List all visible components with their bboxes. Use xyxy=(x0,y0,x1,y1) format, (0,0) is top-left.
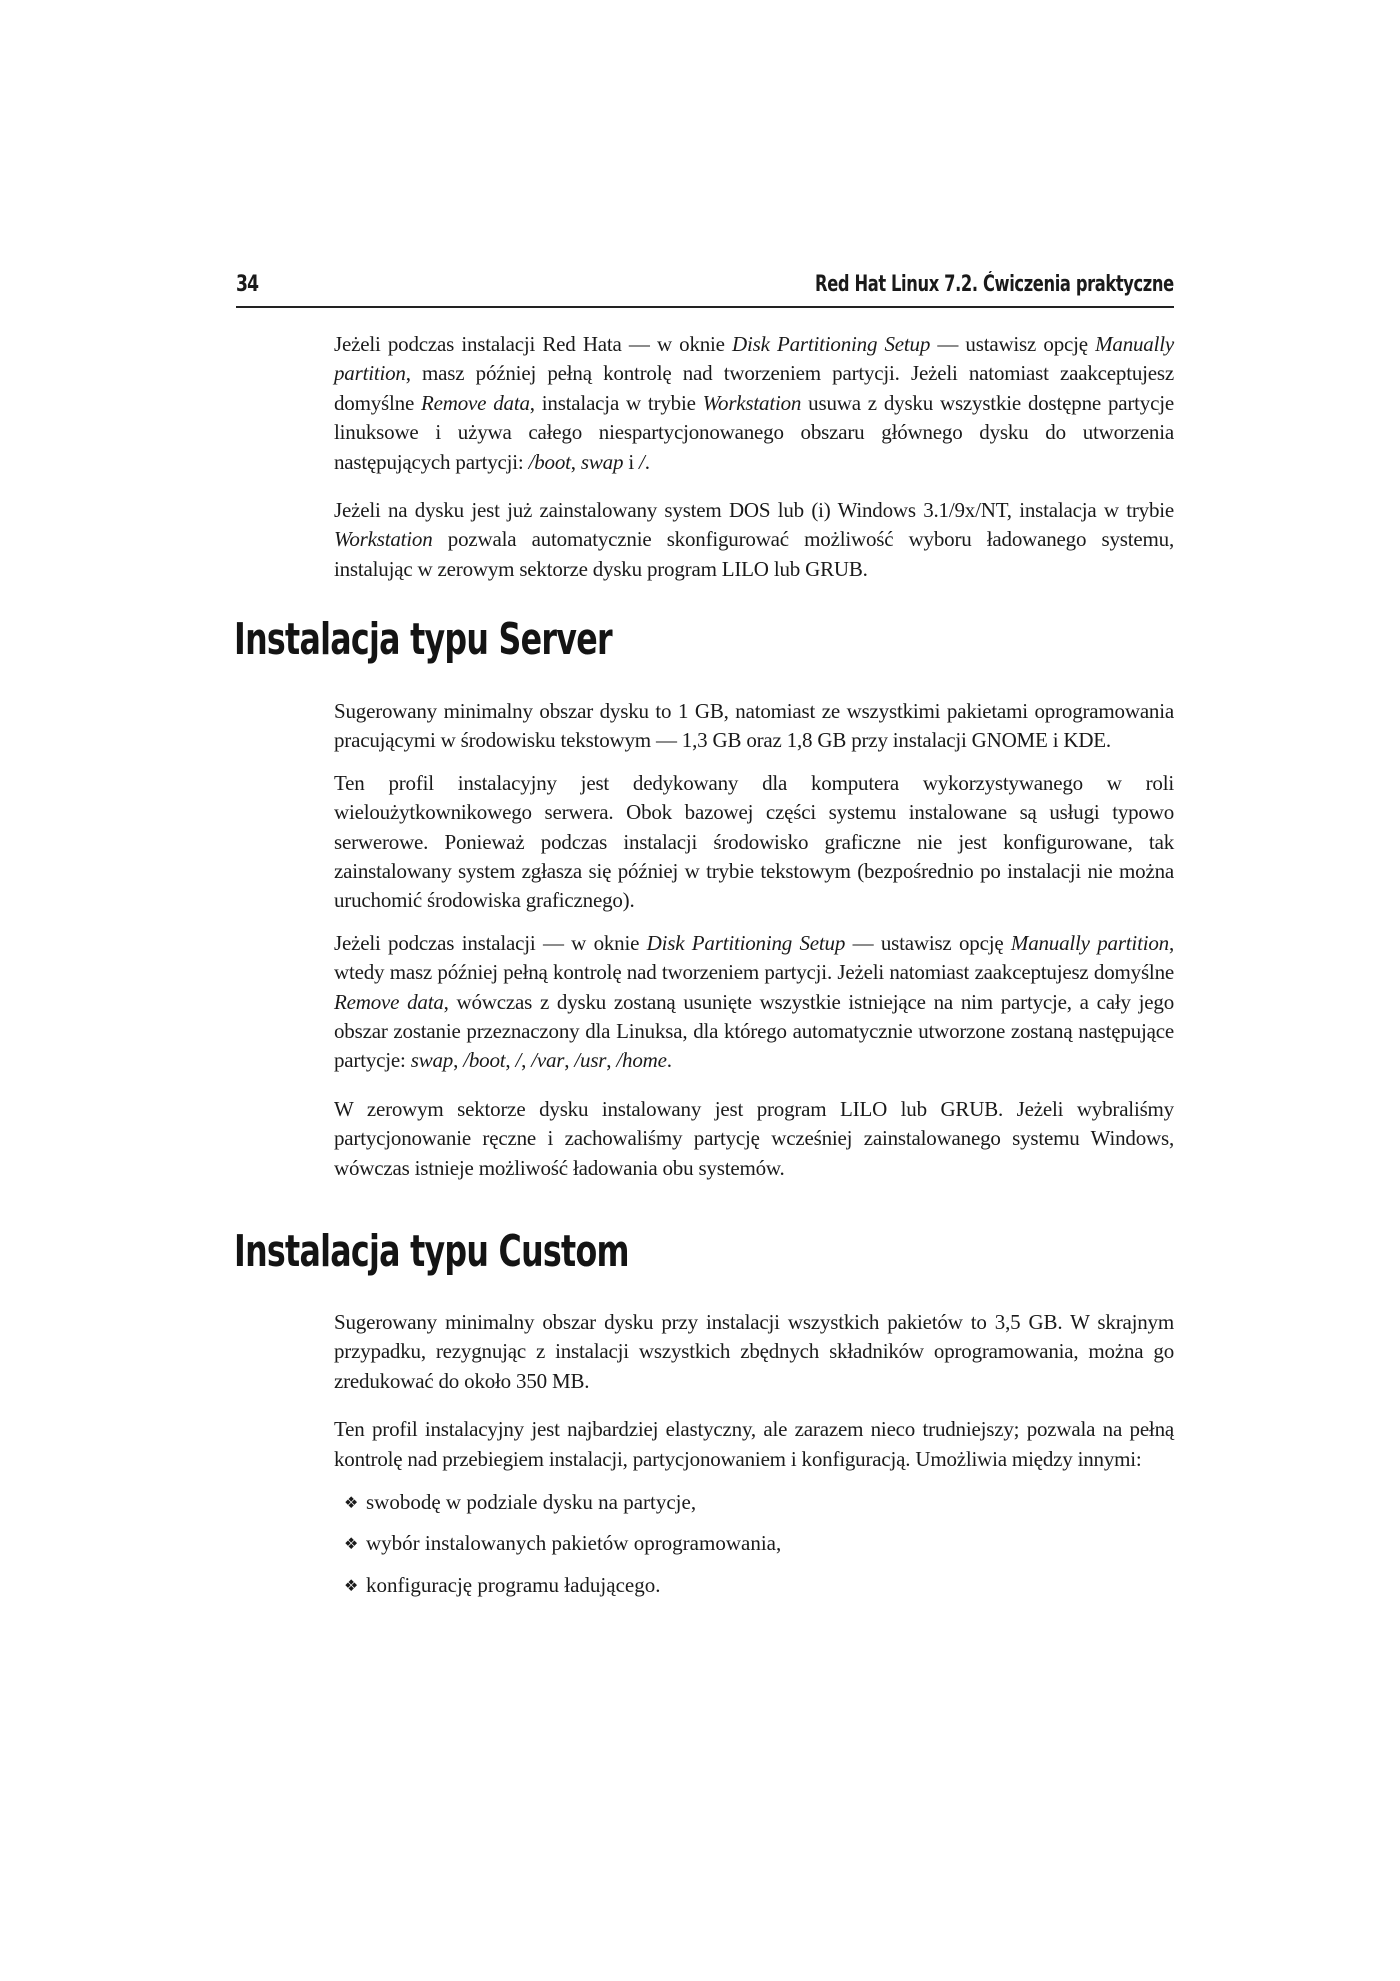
italic-term: swap xyxy=(410,1048,454,1073)
page-number: 34 xyxy=(236,272,259,297)
italic-term: Workstation xyxy=(702,390,802,415)
list-item xyxy=(334,1488,1174,1517)
paragraph: Ten profil instalacyjny jest najbardziej elastyczny, ale zarazem nieco trudniejszy; pozwala na pełną kontrolę nad przebiegiem instalacji, partycjonowaniem i konfiguracją. Umożliwia między innymi: xyxy=(334,1417,1174,1471)
italic-term: /boot xyxy=(528,449,571,474)
italic-term: Remove data xyxy=(421,390,530,415)
list-item-text: wybór instalowanych pakietów oprogramowania, xyxy=(366,1531,782,1556)
diamond-bullet-icon: ❖ xyxy=(344,1534,359,1554)
paragraph: Sugerowany minimalny obszar dysku to 1 GB, natomiast ze wszystkimi pakietami oprogramowania pracującymi w środowisku tekstowym — 1,3 GB oraz 1,8 GB przy instalacji GNOME i KDE. xyxy=(334,699,1174,753)
workstation-continued-section xyxy=(334,330,1174,584)
book-title: Red Hat Linux 7.2. Ćwiczenia praktyczne xyxy=(815,272,1174,297)
paragraph: Jeżeli na dysku jest już zainstalowany system DOS lub (i) Windows 3.1/9x/NT, instalacja w trybie Workstation pozwala automatycznie skonfigurować możliwość wyboru ładowanego systemu, instalując w zerowym sektorze dysku program LILO lub GRUB. xyxy=(334,498,1174,581)
list-item-text: swobodę w podziale dysku na partycje, xyxy=(366,1490,697,1515)
italic-term: / xyxy=(515,1048,522,1073)
italic-term: Disk Partitioning Setup xyxy=(732,332,931,356)
list-item xyxy=(334,1571,1174,1600)
paragraph: W zerowym sektorze dysku instalowany jest program LILO lub GRUB. Jeżeli wybraliśmy partycjonowanie ręczne i zachowaliśmy partycję wcześniej zainstalowanego systemu Windows, wówczas istnieje możliwość ładowania obu systemów. xyxy=(334,1096,1174,1180)
feature-list xyxy=(334,1488,1174,1600)
paragraph: Jeżeli podczas instalacji — w oknie Disk Partitioning Setup — ustawisz opcję Manually partition, wtedy masz później pełną kontrolę nad tworzeniem partycji. Jeżeli natomiast zaakceptujesz domyślne Remove data, wówczas z dysku zostaną usunięte wszystkie istniejące na nim partycje, a cały jego obszar zostanie przeznaczony dla Linuksa, dla którego automatycznie utworzone zostaną następujące partycje: swap, /boot, /, /var, /usr, /home. xyxy=(334,930,1174,1073)
paragraph: Jeżeli podczas instalacji Red Hata — w oknie Disk Partitioning Setup — ustawisz opcję Manually partition, masz później pełną kontrolę nad tworzeniem partycji. Jeżeli natomiast zaakceptujesz domyślne Remove data, instalacja w trybie Workstation usuwa z dysku wszystkie dostępne partycje linuksowe i używa całego niespartycjonowanego obszaru głównego dysku do utworzenia następujących partycji: /boot, swap i /. xyxy=(334,332,1174,474)
italic-term: Workstation xyxy=(334,527,433,552)
custom-section xyxy=(334,1308,1174,1612)
diamond-bullet-icon: ❖ xyxy=(344,1575,359,1595)
server-section xyxy=(334,697,1174,1183)
italic-term: swap xyxy=(580,449,624,474)
italic-term: /usr xyxy=(574,1048,607,1073)
italic-term: /boot xyxy=(463,1048,506,1073)
italic-term: Remove data xyxy=(334,989,444,1014)
section-heading-server: Instalacja typu Server xyxy=(234,614,612,665)
italic-term: Manually partition xyxy=(334,332,1174,386)
section-heading-custom: Instalacja typu Custom xyxy=(234,1226,629,1277)
running-header xyxy=(236,272,1174,308)
italic-term: Disk Partitioning Setup xyxy=(646,930,846,955)
list-item-text: konfigurację programu ładującego. xyxy=(366,1572,661,1597)
italic-term: / xyxy=(639,449,645,474)
diamond-bullet-icon: ❖ xyxy=(344,1493,359,1513)
italic-term: /home xyxy=(616,1048,667,1073)
italic-term: /var xyxy=(531,1048,565,1073)
paragraph: Sugerowany minimalny obszar dysku przy instalacji wszystkich pakietów to 3,5 GB. W skrajnym przypadku, rezygnując z instalacji wszystkich zbędnych składników oprogramowania, można go zredukować do około 350 MB. xyxy=(334,1310,1174,1393)
paragraph: Ten profil instalacyjny jest dedykowany dla komputera wykorzystywanego w roli wieloużytkownikowego serwera. Obok bazowej części systemu instalowane są usługi typowo serwerowe. Ponieważ podczas instalacji środowisko graficzne nie jest konfigurowane, tak zainstalowany system zgłasza się później w trybie tekstowym (bezpośrednio po instalacji nie można uruchomić środowiska graficznego). xyxy=(334,770,1174,913)
list-item xyxy=(334,1529,1174,1558)
italic-term: Manually partition xyxy=(1010,930,1169,955)
